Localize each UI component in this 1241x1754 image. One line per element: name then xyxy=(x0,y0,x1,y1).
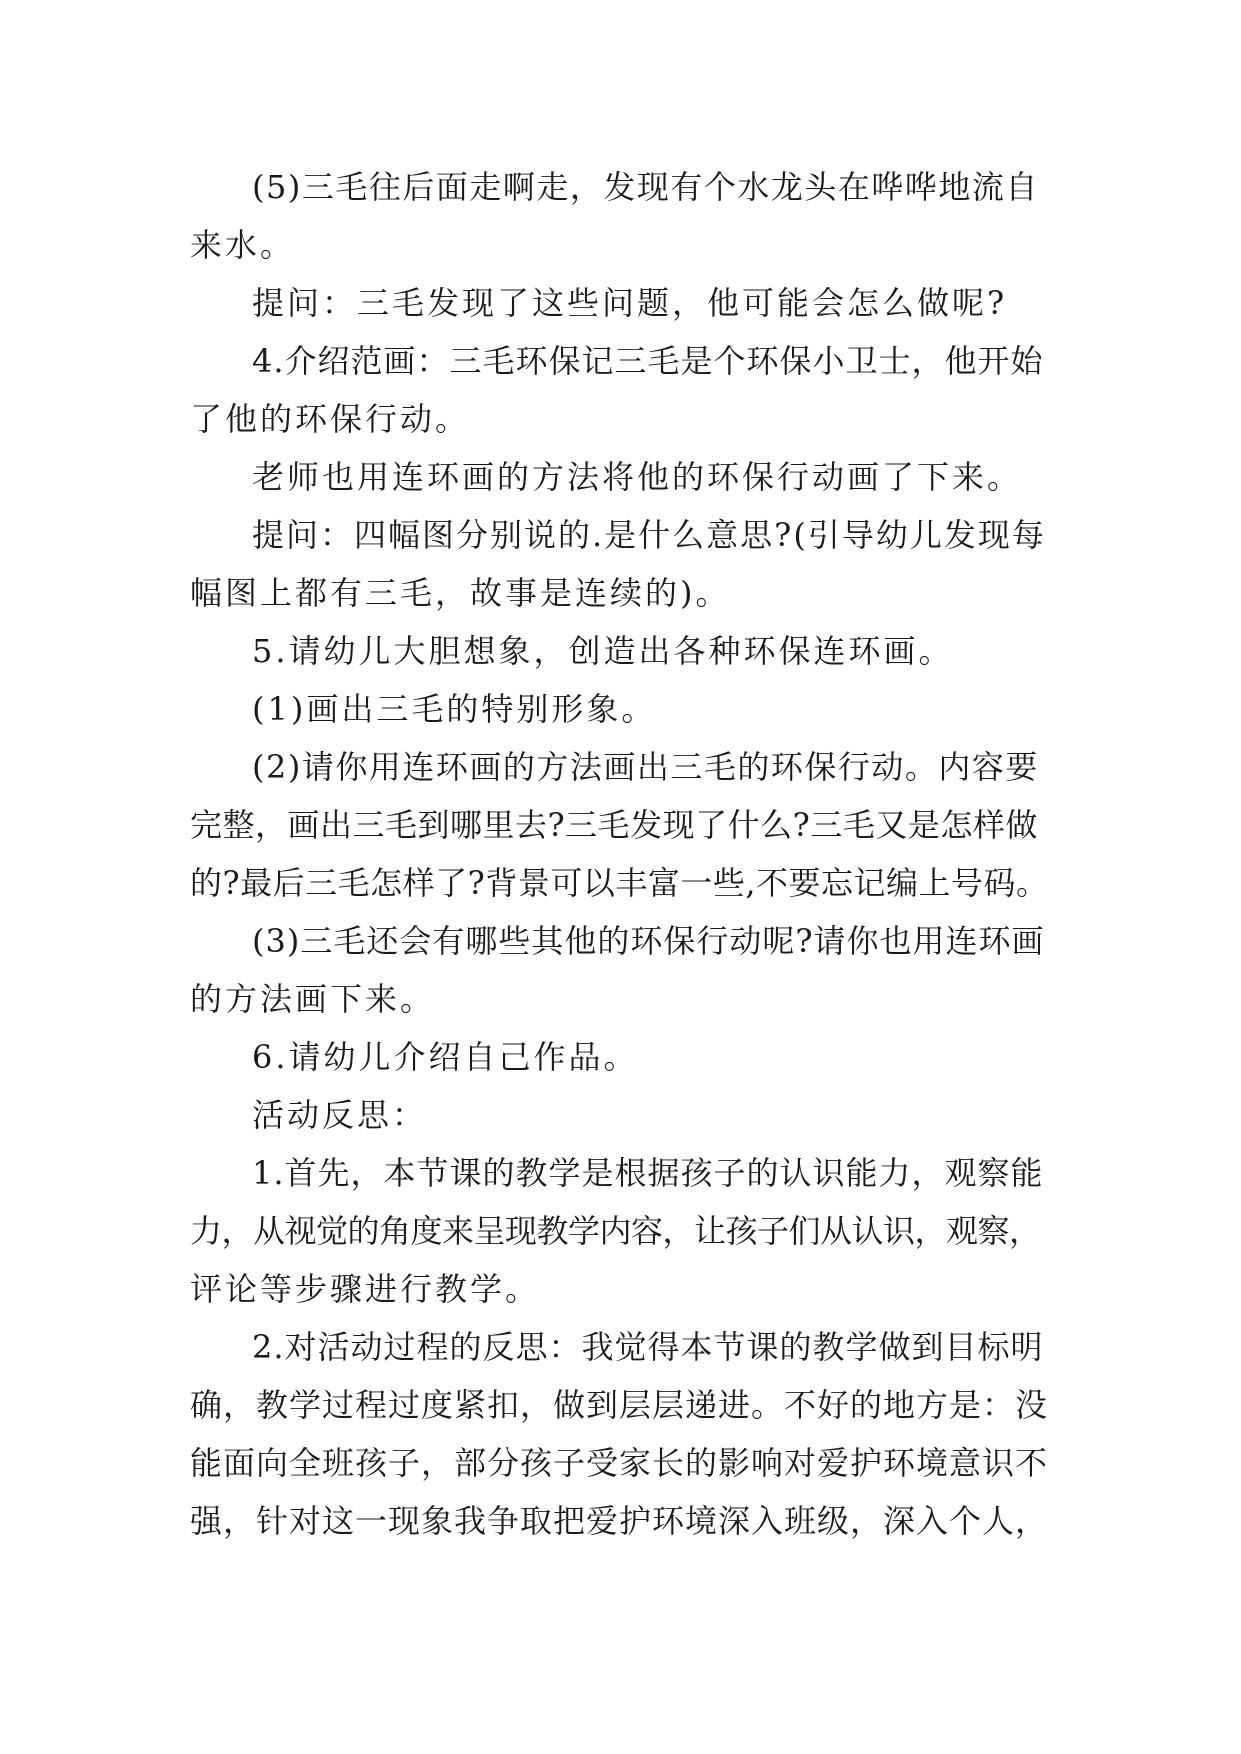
paragraph-line: 的?最后三毛怎样了?背景可以丰富一些,不要忘记编上号码。 xyxy=(190,864,1049,902)
paragraph-line: (1)画出三毛的特别形象。 xyxy=(252,690,657,728)
paragraph-line: 老师也用连环画的方法将他的环保行动画了下来。 xyxy=(252,458,1023,496)
section-heading: 活动反思： xyxy=(252,1096,428,1134)
paragraph-line: 完整，画出三毛到哪里去?三毛发现了什么?三毛又是怎样做 xyxy=(190,806,1038,844)
paragraph-line: 确，教学过程过度紧扣，做到层层递进。不好的地方是：没 xyxy=(190,1386,1049,1424)
paragraph-line: (2)请你用连环画的方法画出三毛的环保行动。内容要 xyxy=(252,748,1039,786)
paragraph-line: 4.介绍范画：三毛环保记三毛是个环保小卫士，他开始 xyxy=(252,342,1044,380)
paragraph-line: 了他的环保行动。 xyxy=(190,400,471,438)
paragraph-line: 5.请幼儿大胆想象，创造出各种环保连环画。 xyxy=(252,632,954,670)
paragraph-line: 6.请幼儿介绍自己作品。 xyxy=(252,1038,639,1076)
paragraph-line: 幅图上都有三毛，故事是连续的)。 xyxy=(190,574,731,612)
paragraph-line: 能面向全班孩子，部分孩子受家长的影响对爱护环境意识不 xyxy=(190,1444,1049,1482)
document-body xyxy=(190,158,1050,1550)
paragraph-line: 强，针对这一现象我争取把爱护环境深入班级，深入个人， xyxy=(190,1502,1049,1540)
paragraph-line: (3)三毛还会有哪些其他的环保行动呢?请你也用连环画 xyxy=(252,922,1045,960)
paragraph-line: 2.对活动过程的反思：我觉得本节课的教学做到目标明 xyxy=(252,1328,1044,1366)
paragraph-line: 评论等步骤进行教学。 xyxy=(190,1270,541,1308)
paragraph-line: 来水。 xyxy=(190,226,296,264)
paragraph-line: (5)三毛往后面走啊走，发现有个水龙头在哗哗地流自 xyxy=(252,168,1039,206)
paragraph-line: 力，从视觉的角度来呈现教学内容，让孩子们从认识，观察， xyxy=(190,1212,1041,1250)
paragraph-line: 的方法画下来。 xyxy=(190,980,436,1018)
paragraph-line: 提问：三毛发现了这些问题，他可能会怎么做呢? xyxy=(252,284,1008,322)
paragraph-line: 1.首先，本节课的教学是根据孩子的认识能力，观察能 xyxy=(252,1154,1044,1192)
paragraph-line: 提问：四幅图分别说的.是什么意思?(引导幼儿发现每 xyxy=(252,516,1046,554)
